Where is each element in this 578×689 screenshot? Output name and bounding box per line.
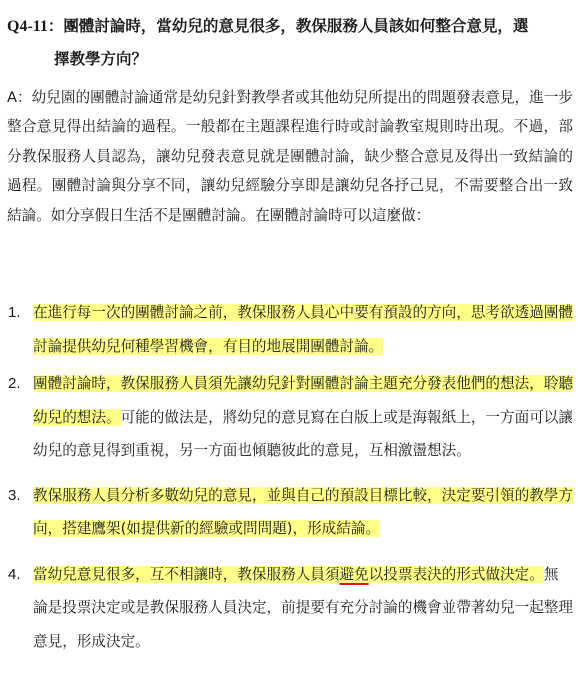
highlighted-text: 教保服務人員分析多數幼兒的意見，並與自己的預設目標比較，決定要引領的教學方向，搭建鷹架(如提供新的經驗或問問題)，形成結論。 (33, 486, 573, 537)
question-separator: ： (47, 17, 64, 35)
highlighted-text: 當幼兒意見很多，互不相讓時，教保服務人員須 (33, 565, 340, 583)
list-item-number: 1. (8, 304, 21, 321)
list-item-number: 3. (8, 486, 21, 504)
question-text-line2: 擇教學方向？ (54, 50, 148, 68)
question-heading (7, 10, 573, 76)
answer-list (7, 296, 573, 658)
plain-text: 無論是投票決定或是教保服務人員決定，前提要有充分討論的機會並帶著幼兒一起整理意見，形成決定。 (33, 565, 573, 650)
list-item-number: 2. (8, 375, 21, 392)
question-text-line1: 團體討論時，當幼兒的意見很多，教保服務人員該如何整合意見，選 (63, 17, 529, 35)
plain-text: 可能的做法是，將幼兒的意見寫在白版上或是海報紙上，一方面可以讓幼兒的意見得到重視，另一方面也傾聽彼此的意見，互相激盪想法。 (33, 408, 573, 459)
answer-paragraph: A：幼兒園的團體討論通常是幼兒針對教學者或其他幼兒所提出的問題發表意見，進一步整合意見得出結論的過程。一般都在主題課程進行時或討論教室規則時出現。不過，部分教保服務人員認為，讓幼兒發表意見就是團體討論，缺少整合意見及得出一致結論的過程。團體討論與分享不同，讓幼兒經驗分享即是讓幼兒各抒己見，不需要整合出一致結論。如分享假日生活不是團體討論。在團體討論時可以這麼做： (7, 89, 573, 224)
list-item (7, 367, 573, 468)
highlighted-text: 以投票表決的形式做決定。 (368, 565, 544, 583)
list-item (7, 296, 573, 363)
list-item (7, 558, 573, 659)
highlighted-text: 在進行每一次的團體討論之前，教保服務人員心中要有預設的方向，思考欲透過團體討論提供幼兒何種學習機會，有目的地展開團體討論。 (33, 304, 573, 355)
question-number: Q4-11 (7, 18, 48, 35)
underlined-keyword: 避免 (339, 565, 369, 583)
list-item-number: 4. (8, 565, 21, 583)
highlighted-text: 團體討論時，教保服務人員須先讓幼兒針對團體討論主題充分發表他們的想法，聆聽幼兒的想法。 (33, 375, 573, 426)
list-item (7, 479, 573, 546)
